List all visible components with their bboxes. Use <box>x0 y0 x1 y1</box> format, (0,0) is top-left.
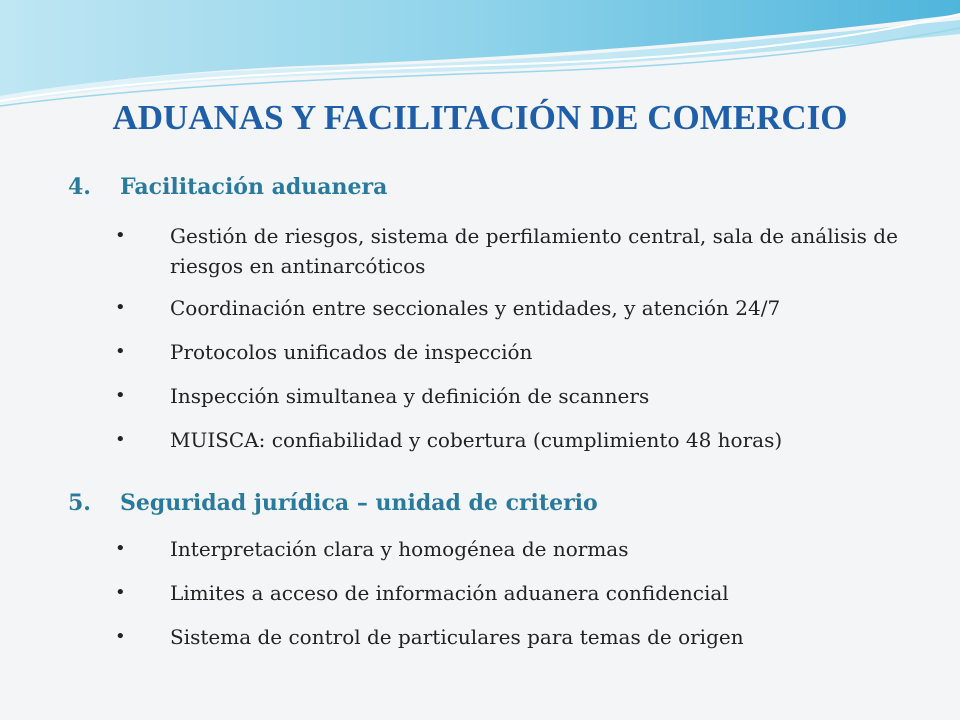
section-heading-seguridad <box>68 490 598 516</box>
list-item <box>0 534 940 564</box>
bullet-icon: • <box>115 429 126 450</box>
bullet-icon: • <box>115 297 126 318</box>
list-item-text: MUISCA: confiabilidad y cobertura (cumplimiento 48 horas) <box>170 428 783 452</box>
section-number: 5. <box>68 490 91 516</box>
list-item-text: Protocolos unificados de inspección <box>170 340 533 364</box>
list-item <box>0 425 940 455</box>
list-item-text: Limites a acceso de información aduanera confidencial <box>170 581 729 605</box>
section-number: 4. <box>68 174 91 200</box>
bullet-icon: • <box>115 626 126 647</box>
list-item <box>0 221 940 281</box>
bullet-icon: • <box>115 225 126 246</box>
decorative-wave-banner <box>0 0 960 110</box>
section-heading-text: Facilitación aduanera <box>120 174 388 200</box>
section-heading-text: Seguridad jurídica – unidad de criterio <box>120 490 598 516</box>
bullet-icon: • <box>115 582 126 603</box>
bullet-icon: • <box>115 538 126 559</box>
bullet-icon: • <box>115 385 126 406</box>
bullet-icon: • <box>115 341 126 362</box>
list-item <box>0 578 940 608</box>
list-item-text: Sistema de control de particulares para temas de origen <box>170 625 744 649</box>
list-item-text: Coordinación entre seccionales y entidades, y atención 24/7 <box>170 296 781 320</box>
list-item <box>0 337 940 367</box>
list-item-text: Inspección simultanea y definición de scanners <box>170 384 650 408</box>
list-item <box>0 293 940 323</box>
list-item <box>0 381 940 411</box>
list-item-text: Gestión de riesgos, sistema de perfilamiento central, sala de análisis de riesgos en antinarcóticos <box>170 224 898 278</box>
bullet-list-facilitacion <box>0 221 940 455</box>
list-item-text: Interpretación clara y homogénea de normas <box>170 537 629 561</box>
section-heading-facilitacion <box>68 174 387 200</box>
bullet-list-seguridad <box>0 534 940 652</box>
slide-title: ADUANAS Y FACILITACIÓN DE COMERCIO <box>112 98 848 137</box>
list-item <box>0 622 940 652</box>
